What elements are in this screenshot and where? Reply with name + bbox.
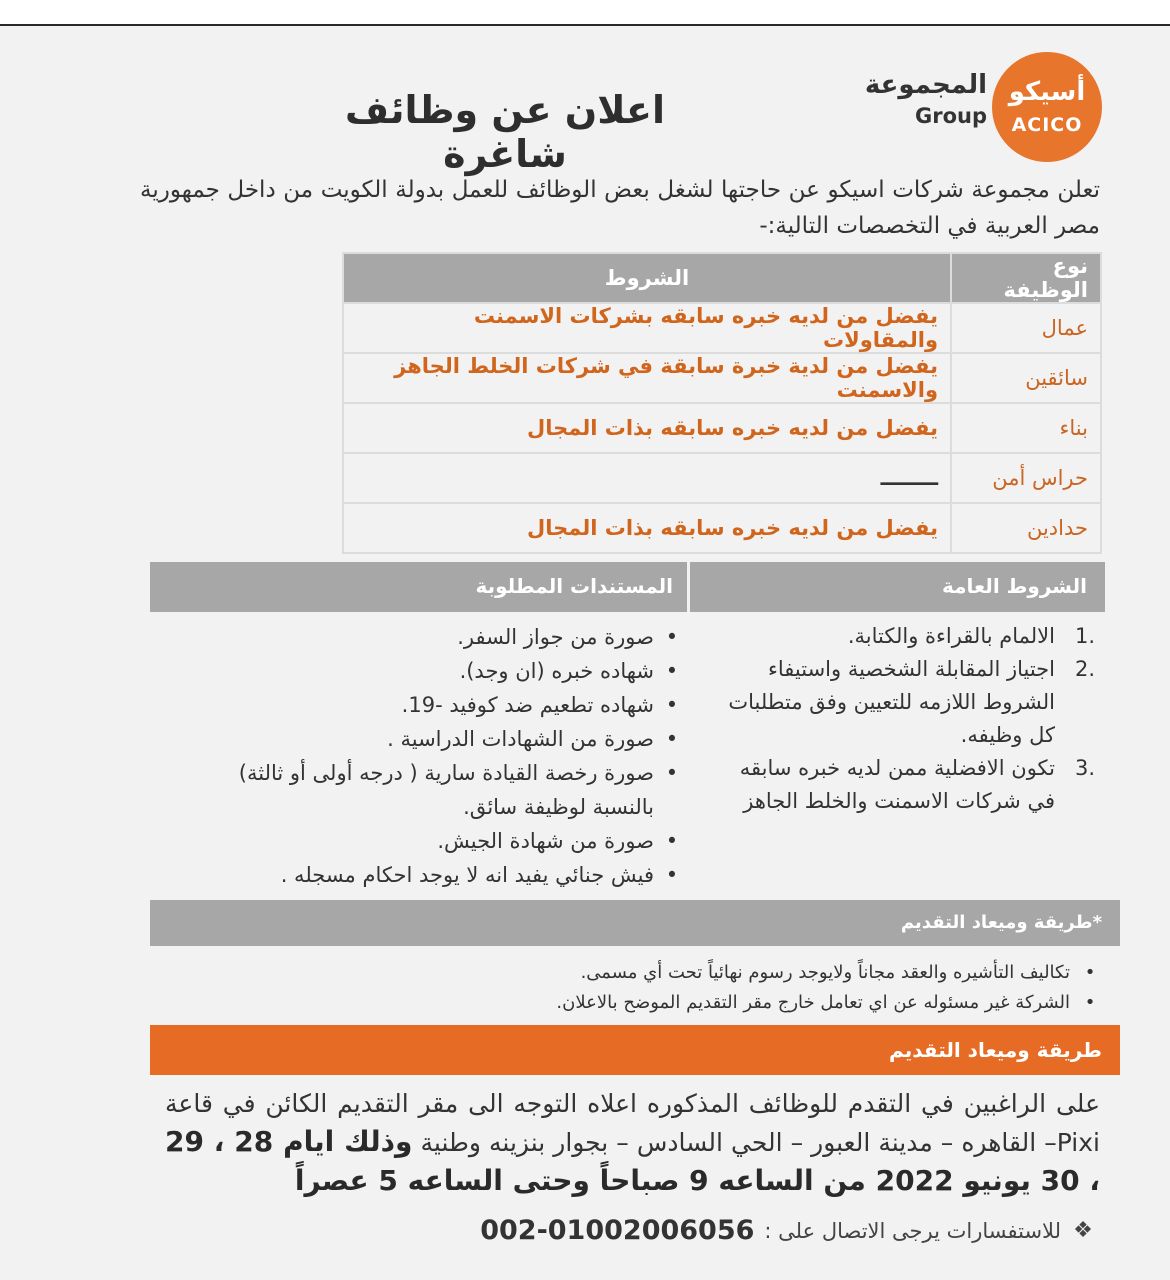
apply-heading: طريقة وميعاد التقديم xyxy=(889,1038,1102,1062)
table-row xyxy=(343,353,1101,403)
notes-list xyxy=(470,958,1110,1018)
contact-line xyxy=(480,1215,1105,1246)
job-condition: يفضل من لديه خبره سابقه بشركات الاسمنت والمقاولات xyxy=(343,303,951,353)
list-item xyxy=(720,620,1095,653)
notes-header-bar xyxy=(150,900,1120,946)
list-item xyxy=(190,722,690,756)
group-brand xyxy=(865,70,987,128)
item-text: تكاليف التأشيره والعقد مجاناً ولايوجد رسوم نهائياً تحت أي مسمى. xyxy=(580,962,1070,983)
bullet-icon: • xyxy=(665,693,679,717)
job-type: سائقين xyxy=(951,353,1101,403)
intro-paragraph: تعلن مجموعة شركات اسيكو عن حاجتها لشغل بعض الوظائف للعمل بدولة الكويت من داخل جمهورية مصر العربية في التخصصات التالية:- xyxy=(140,177,1100,239)
contact-label: للاستفسارات يرجى الاتصال على : xyxy=(764,1218,1061,1243)
notes-heading: *طريقة وميعاد التقديم xyxy=(900,912,1102,933)
item-text: شهاده خبره (ان وجد). xyxy=(459,659,654,683)
bullet-icon: • xyxy=(665,625,679,649)
item-number: .1 xyxy=(1074,624,1095,648)
item-text: تكون الافضلية ممن لديه خبره سابقه في شركات الاسمنت والخلط الجاهز xyxy=(739,756,1055,813)
header-divider xyxy=(687,562,690,612)
acico-logo xyxy=(992,52,1102,162)
bullet-icon: • xyxy=(665,761,679,785)
job-condition: يفضل من لدية خبرة سابقة في شركات الخلط الجاهز والاسمنت xyxy=(343,353,951,403)
job-condition: ــــــــ xyxy=(343,453,951,503)
jobs-table xyxy=(342,252,1102,554)
bullet-icon: • xyxy=(665,727,679,751)
bullet-icon: • xyxy=(1084,992,1096,1013)
item-text: صورة من شهادة الجيش. xyxy=(437,829,654,853)
table-row xyxy=(343,403,1101,453)
bullet-icon: • xyxy=(665,829,679,853)
list-item xyxy=(190,688,690,722)
logo-english: ACICO xyxy=(1011,114,1083,136)
item-number: .2 xyxy=(1074,657,1095,681)
item-text: الشركة غير مسئوله عن اي تعامل خارج مقر التقديم الموضح بالاعلان. xyxy=(556,992,1070,1013)
general-conditions-heading: الشروط العامة xyxy=(942,574,1087,598)
top-strip xyxy=(0,0,1170,26)
jobs-table-header xyxy=(343,253,1101,303)
item-text: الالمام بالقراءة والكتابة. xyxy=(847,624,1055,648)
list-item xyxy=(190,858,690,892)
group-english: Group xyxy=(914,104,987,128)
bullet-icon: • xyxy=(665,659,679,683)
apply-text: على الراغبين في التقدم للوظائف المذكوره اعلاه التوجه الى مقر التقديم الكائن في قاعة Pixi– القاهره – مدينة العبور – الحي السادس – بجوار بنزينه وطنية xyxy=(165,1089,1100,1157)
job-type: حراس أمن xyxy=(951,453,1101,503)
job-condition: يفضل من لديه خبره سابقه بذات المجال xyxy=(343,403,951,453)
bullet-icon: • xyxy=(1084,962,1096,983)
job-type: بناء xyxy=(951,403,1101,453)
apply-paragraph xyxy=(165,1085,1100,1201)
job-type: حدادين xyxy=(951,503,1101,553)
list-item xyxy=(470,988,1110,1018)
list-item xyxy=(190,756,690,824)
list-item xyxy=(720,653,1095,752)
header-job-type: نوع الوظيفة xyxy=(951,253,1101,303)
list-item xyxy=(720,752,1095,818)
item-number: .3 xyxy=(1074,756,1095,780)
item-text: اجتياز المقابلة الشخصية واستيفاء الشروط اللازمه للتعيين وفق متطلبات كل وظيفه. xyxy=(728,657,1055,747)
list-item xyxy=(190,824,690,858)
item-text: شهاده تطعيم ضد كوفيد -19. xyxy=(401,693,654,717)
general-header-bar xyxy=(150,562,1105,612)
table-row xyxy=(343,453,1101,503)
group-arabic: المجموعة xyxy=(864,70,987,100)
item-text: صورة من جواز السفر. xyxy=(457,625,654,649)
general-conditions-list xyxy=(720,620,1095,818)
item-text: صورة من الشهادات الدراسية . xyxy=(387,727,654,751)
item-text: صورة رخصة القيادة سارية ( درجه أولى أو ثالثة) بالنسبة لوظيفة سائق. xyxy=(238,761,654,819)
contact-phone[interactable]: 002-01002006056 xyxy=(480,1215,755,1246)
list-item xyxy=(190,654,690,688)
item-text: فيش جنائي يفيد انه لا يوجد احكام مسجله . xyxy=(280,863,654,887)
diamond-bullet-icon: ❖ xyxy=(1073,1218,1093,1243)
logo-arabic: أسيكو xyxy=(1008,77,1086,107)
required-documents-list xyxy=(190,620,690,892)
bullet-icon: • xyxy=(665,863,679,887)
list-item xyxy=(470,958,1110,988)
table-row xyxy=(343,303,1101,353)
list-item xyxy=(190,620,690,654)
apply-dates: وذلك ايام 28 ، 29 ، 30 يونيو 2022 من الساعه 9 صباحاً وحتى الساعه 5 عصراً xyxy=(165,1125,1100,1197)
apply-header-bar xyxy=(150,1025,1120,1075)
job-type: عمال xyxy=(951,303,1101,353)
table-row xyxy=(343,503,1101,553)
job-condition: يفضل من لديه خبره سابقه بذات المجال xyxy=(343,503,951,553)
page-title: اعلان عن وظائف شاغرة xyxy=(344,88,666,176)
header-conditions: الشروط xyxy=(343,253,951,303)
required-documents-heading: المستندات المطلوبة xyxy=(475,574,673,598)
